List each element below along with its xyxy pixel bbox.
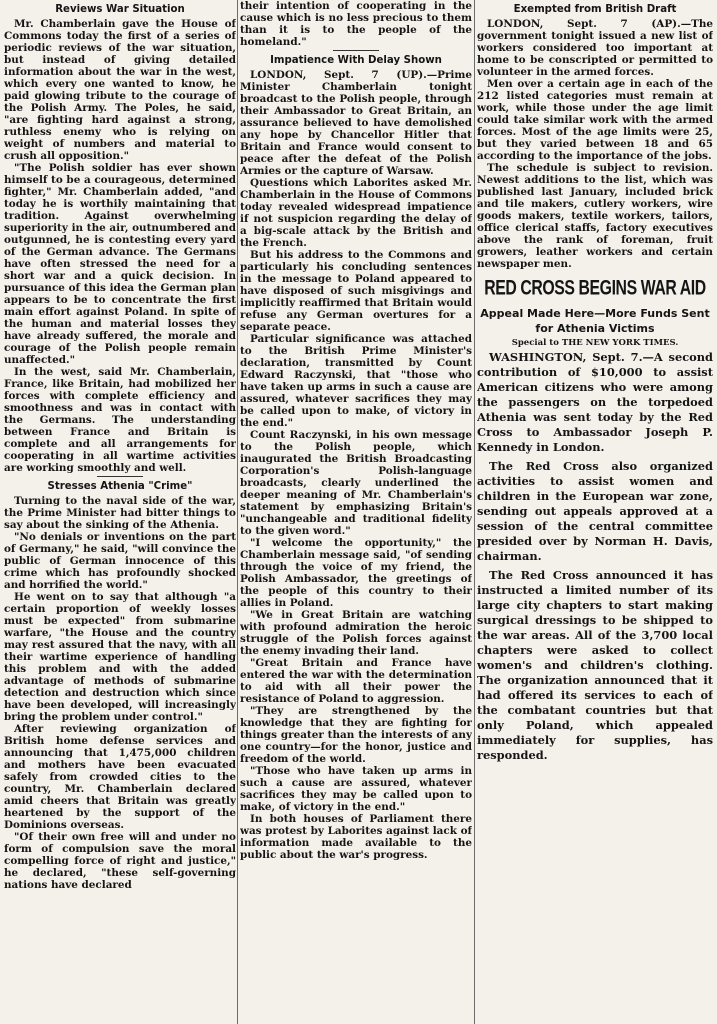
paragraph: He went on to say that although "a certain proportion of weekly losses must be expected" from submarine warfare, "the House and the country may rest assured that the navy, with all their wartime experience of handling this problem and with the added advantage of methods of submarine detection and destruction which since have been developed, will increasingly bring the problem under control." [4,591,236,723]
paragraph: LONDON, Sept. 7 (UP).—Prime Minister Chamberlain tonight broadcast to the Polish people, through their Ambassador to Great Britain, an assurance believed to have demolished any hope by Chancellor Hitler that Britain and France would consent to peace after the defeat of the Polish Armies or the capture of Warsaw. [240,69,472,177]
paragraph: "No denials or inventions on the part of Germany," he said, "will convince the public of German innocence of this crime which has profoundly shocked and horrified the world." [4,531,236,591]
divider [97,476,143,477]
paragraph: The schedule is subject to revision. Newest additions to the list, which was published last January, included brick and tile makers, cutlery workers, wire goods makers, textile workers, tailors, office clerical staffs, factory executives above the rank of foreman, fruit growers, leather workers and certain newspaper men. [477,162,713,270]
section-heading: Reviews War Situation [55,4,185,15]
paragraph: Count Raczynski, in his own message to the Polish people, which inaugurated the British Broadcasting Corporation's Polish-language broadcasts, clearly underlined the deeper meaning of Mr. Chamberlain's statement by emphasizing Britain's "unchangeable and traditional fidelity to the given word." [240,429,472,537]
paragraph: "They are strengthened by the knowledge that they are fighting for things greater than the interests of any one country—for the honor, justice and freedom of the world. [240,705,472,765]
section-heading: Exempted from British Draft [513,4,677,15]
paragraph: "I welcome the opportunity," the Chamberlain message said, "of sending through the voice of my friend, the Polish Ambassador, the greetings of the people of this country to their allies in Poland. [240,537,472,609]
paragraph: In both houses of Parliament there was protest by Laborites against lack of information made available to the public about the war's progress. [240,813,472,861]
column-1 [4,0,236,1020]
column-2 [240,0,472,1020]
paragraph: The Red Cross also organized activities to assist women and children in the European war zone, sending out appeals approved at a session of the central committee presided over by Norman H. Davis, chairman. [477,459,713,563]
paragraph: But his address to the Commons and particularly his concluding sentences in the message to Poland appeared to have disposed of such misgivings and implicitly reaffirmed that Britain would refuse any German overtures for a separate peace. [240,249,472,333]
byline: Special to THE NEW YORK TIMES. [511,338,679,348]
headline-banner: RED CROSS BEGINS WAR AID [484,276,706,300]
paragraph: Men over a certain age in each of the 212 listed categories must remain at work, while those under the age limit could take similar work with the armed forces. Most of the age limits were 25, but they varied between 18 and 65 according to the importance of the jobs. [477,78,713,162]
subheadline: Appeal Made Here—More Funds Sent for Athenia Victims [480,307,710,335]
column-rule [237,0,238,1024]
paragraph: The Red Cross announced it has instructed a limited number of its large city chapters to start making surgical dressings to be shipped to the war areas. All of the 3,700 local chapters were asked to collect women's and children's clothing. The organization announced that it had offered its services to each of the combatant countries but that only Poland, which appealed immediately for supplies, has responded. [477,568,713,762]
paragraph: Mr. Chamberlain gave the House of Commons today the first of a series of periodic reviews of the war situation, but instead of giving detailed information about the war in the west, which every one wanted to know, he paid glowing tribute to the courage of the Polish Army. The Poles, he said, "are fighting hard against a strong, ruthless enemy who is relying on weight of numbers and material to crush all opposition." [4,18,236,162]
paragraph: Turning to the naval side of the war, the Prime Minister had bitter things to say about the sinking of the Athenia. [4,495,236,531]
paragraph: In the west, said Mr. Chamberlain, France, like Britain, had mobilized her forces with complete efficiency and smoothness and was in contact with the Germans. The understanding between France and Britain is complete and all arrangements for cooperating in all wartime activities are working smoothly and well. [4,366,236,474]
column-rule [474,0,475,1024]
paragraph: Particular significance was attached to the British Prime Minister's declaration, transmitted by Count Edward Raczynski, that "those who have taken up arms in such a cause are assured, whatever sacrifices they may be called upon to make, of victory in the end." [240,333,472,429]
paragraph: "Great Britain and France have entered the war with the determination to aid with all their power the resistance of Poland to aggression. [240,657,472,705]
section-heading: Stresses Athenia "Crime" [47,481,193,492]
paragraph: After reviewing organization of British home defense services and announcing that 1,475,000 children and mothers have been evacuated safely from crowded cities to the country, Mr. Chamberlain declared amid cheers that Britain was greatly heartened by the support of the Dominions overseas. [4,723,236,831]
paragraph: "We in Great Britain are watching with profound admiration the heroic struggle of the Polish forces against the enemy invading their land. [240,609,472,657]
paragraph: WASHINGTON, Sept. 7.—A second contribution of $10,000 to assist American citizens who were among the passengers on the torpedoed Athenia was sent today by the Red Cross to Ambassador Joseph P. Kennedy in London. [477,350,713,454]
paragraph: "The Polish soldier has ever shown himself to be a courageous, determined fighter," Mr. Chamberlain added, "and today he is worthily maintaining that tradition. Against overwhelming superiority in the air, outnumbered and outgunned, he is contesting every yard of the German advance. The Germans have often stressed the need for a short war and a quick decision. In pursuance of this idea the German plan appears to be to concentrate the first main effort against Poland. In spite of the human and material losses they have already suffered, the morale and courage of the Polish people remain unaffected." [4,162,236,366]
paragraph: Questions which Laborites asked Mr. Chamberlain in the House of Commons today revealed widespread impatience if not suspicion regarding the delay of a big-scale attack by the British and the French. [240,177,472,249]
paragraph: "Of their own free will and under no form of compulsion save the moral compelling force of right and justice," he declared, "these self-governing nations have declared [4,831,236,891]
section-heading: Impatience With Delay Shown [270,55,442,66]
paragraph: "Those who have taken up arms in such a cause are assured, whatever sacrifices they may be called upon to make, of victory in the end." [240,765,472,813]
paragraph: LONDON, Sept. 7 (AP).—The government tonight issued a new list of workers considered too important at home to be conscripted or permitted to volunteer in the armed forces. [477,18,713,78]
column-3 [477,0,713,1020]
divider [333,50,379,51]
paragraph: their intention of cooperating in the cause which is no less precious to them than it is to the people of the homeland." [240,0,472,48]
